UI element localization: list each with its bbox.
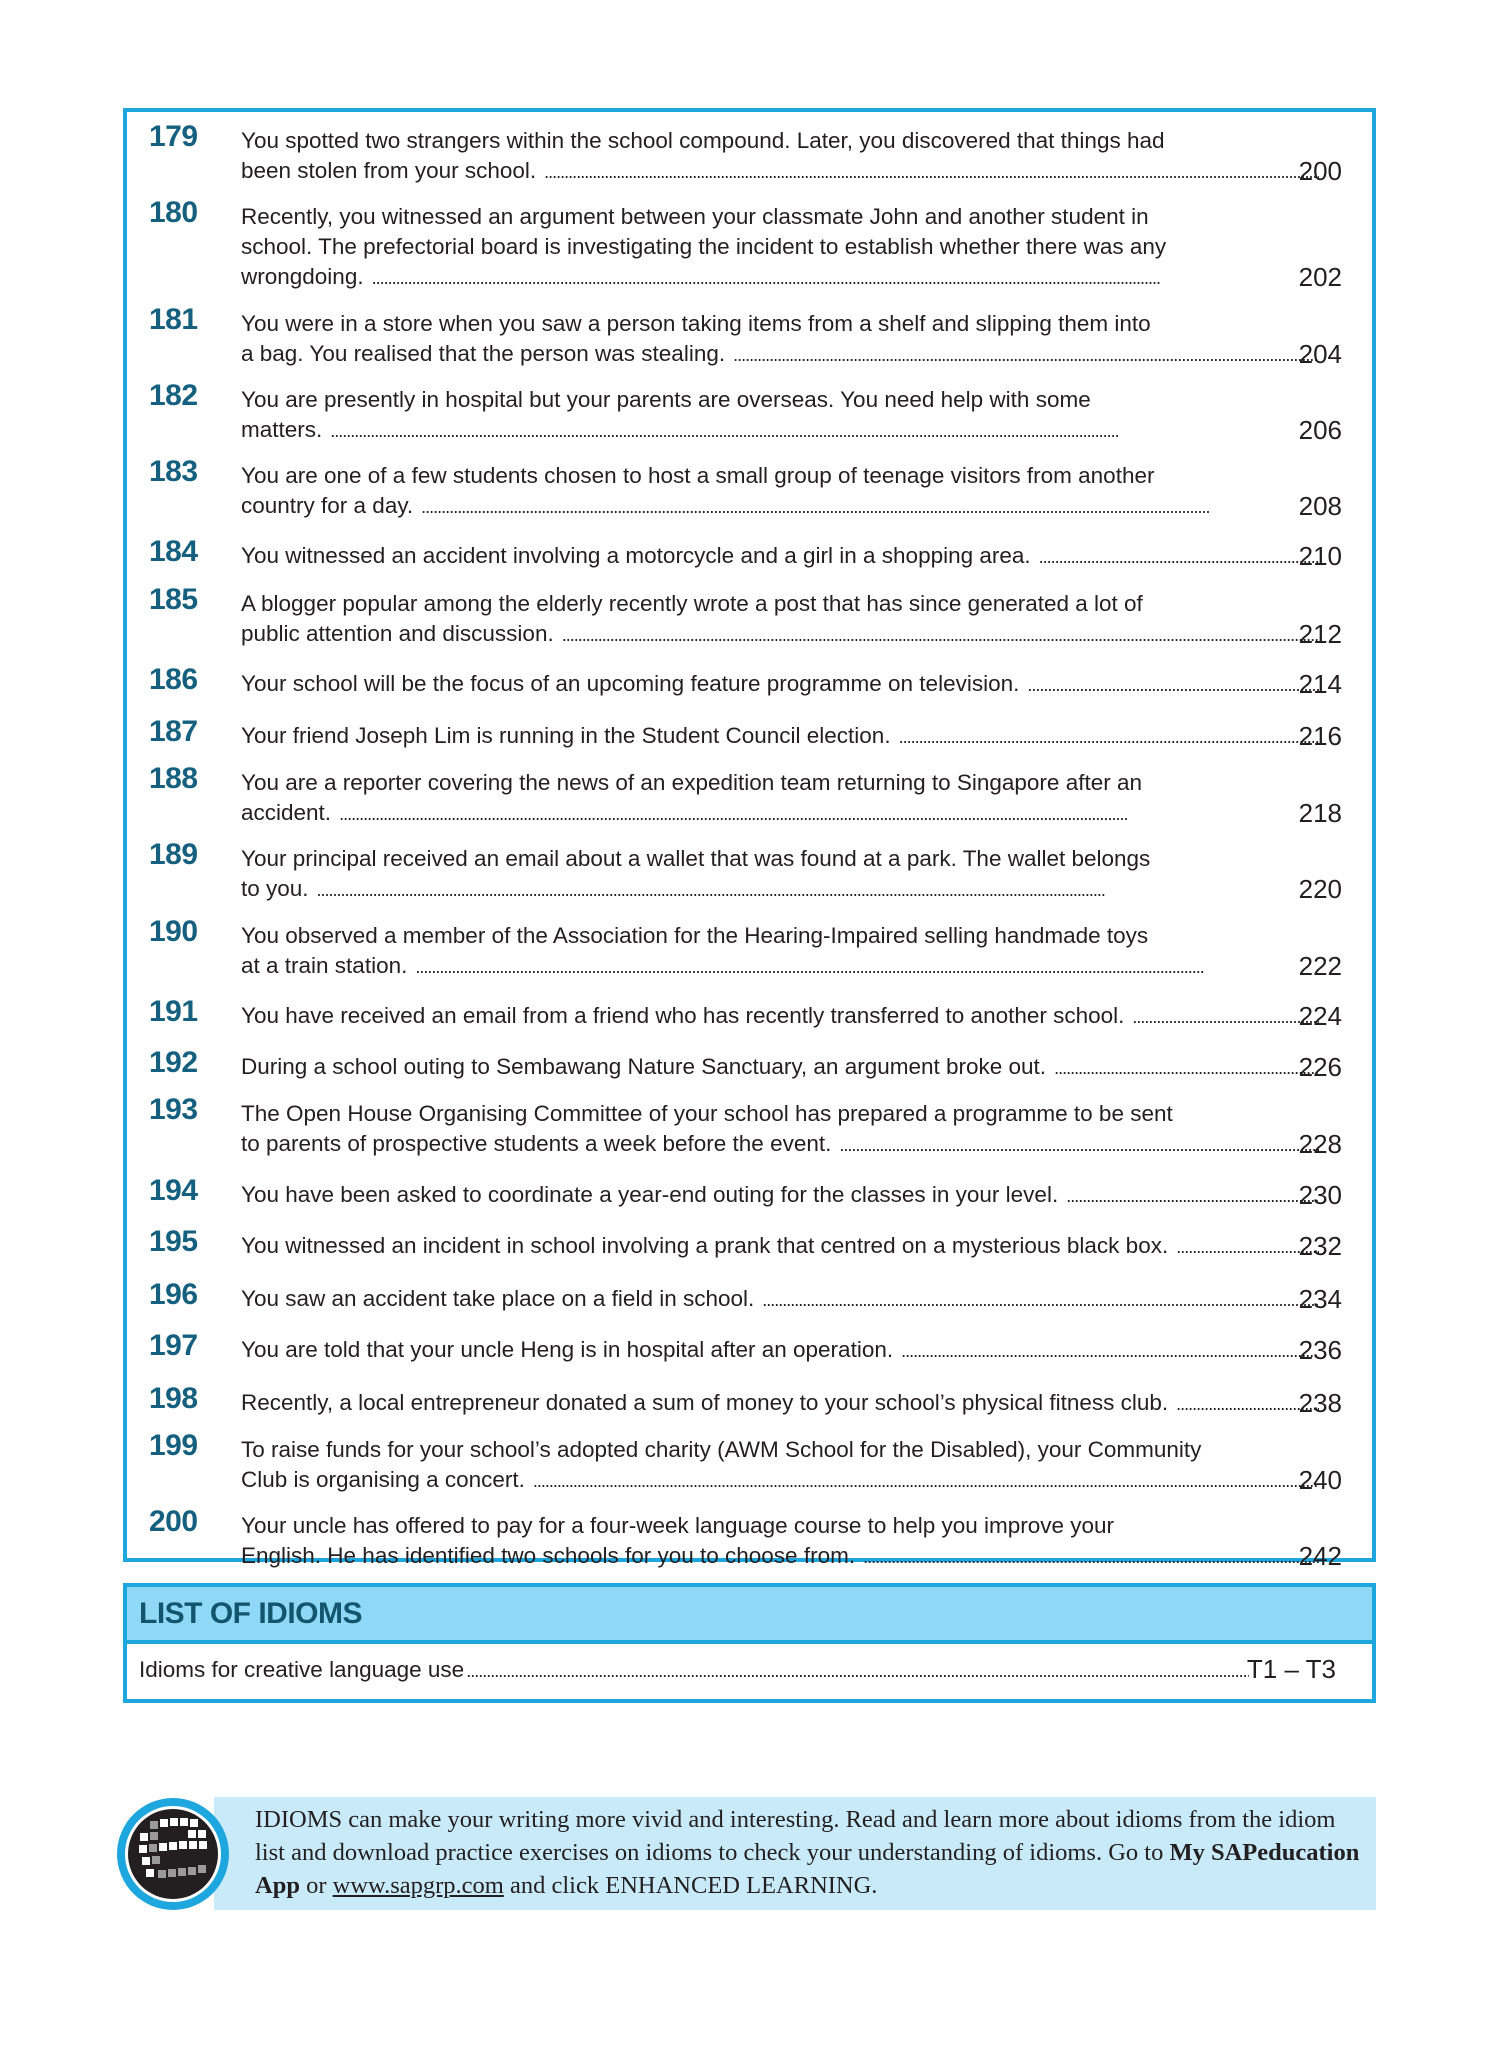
toc-entry-184[interactable]: [127, 535, 1372, 571]
entry-line-last: public attention and discussion.: [241, 621, 554, 646]
toc-entry-198[interactable]: [127, 1382, 1372, 1418]
page-number: 226: [1298, 1052, 1342, 1082]
page-number: 218: [1298, 798, 1342, 828]
entry-number: 185: [149, 583, 198, 616]
entry-description: [241, 1511, 1319, 1572]
info-text: [255, 1803, 1370, 1902]
entry-number: 187: [149, 715, 198, 748]
page-number: 200: [1298, 156, 1342, 186]
entry-number: 195: [149, 1225, 198, 1258]
entry-description: [241, 202, 1319, 293]
toc-entry-179[interactable]: [127, 120, 1372, 186]
entry-description: [241, 309, 1319, 370]
entry-number: 181: [149, 303, 198, 336]
entry-line: Your uncle has offered to pay for a four-week language course to help you improve your: [241, 1513, 1115, 1538]
entry-line-last: been stolen from your school.: [241, 158, 537, 183]
entry-number: 192: [149, 1046, 198, 1079]
entry-line: To raise funds for your school’s adopted charity (AWM School for the Disabled), your Community: [241, 1437, 1202, 1462]
entry-description: [241, 1099, 1319, 1160]
entry-line: Your principal received an email about a wallet that was found at a park. The wallet belongs: [241, 846, 1151, 871]
entry-description: [241, 1435, 1319, 1496]
entry-number: 198: [149, 1382, 198, 1415]
entry-line-last: Club is organising a concert.: [241, 1467, 525, 1492]
info-text-outro: and click ENHANCED LEARNING.: [503, 1872, 878, 1899]
toc-entry-200[interactable]: [127, 1505, 1372, 1571]
page-number: 208: [1298, 491, 1342, 521]
entry-line-last: Your friend Joseph Lim is running in the Student Council election.: [241, 723, 891, 748]
entry-line-last: English. He has identified two schools for you to choose from.: [241, 1543, 856, 1568]
entry-line-last: at a train station.: [241, 953, 408, 978]
dot-leader: [762, 1285, 1319, 1315]
page-number: 238: [1298, 1388, 1342, 1418]
entry-description: [241, 844, 1319, 905]
page-number: 210: [1298, 541, 1342, 571]
toc-entry-197[interactable]: [127, 1329, 1372, 1365]
info-text-intro: IDIOMS can make your writing more vivid and interesting. Read and learn more about idioms from the idiom list and download practice exercises on idioms to check your understanding of idioms. Go to: [255, 1806, 1336, 1866]
page-number: 212: [1298, 619, 1342, 649]
page-number: 234: [1298, 1284, 1342, 1314]
toc-entry-190[interactable]: [127, 915, 1372, 981]
entry-description: [241, 768, 1319, 829]
toc-entry-199[interactable]: [127, 1429, 1372, 1495]
website-link[interactable]: www.sapgrp.com: [332, 1872, 504, 1899]
idioms-page-range: T1 – T3: [1246, 1654, 1336, 1684]
toc-entry-186[interactable]: [127, 663, 1372, 699]
entry-line: You are one of a few students chosen to host a small group of teenage visitors from another: [241, 463, 1155, 488]
entry-description: [241, 461, 1319, 522]
idioms-header: [127, 1587, 1372, 1644]
dot-leader: [339, 799, 1319, 829]
entry-line-last: wrongdoing.: [241, 264, 364, 289]
entry-line: You spotted two strangers within the school compound. Later, you discovered that things had: [241, 128, 1165, 153]
page-number: 224: [1298, 1001, 1342, 1031]
entry-description: [241, 385, 1319, 446]
dot-leader: [421, 492, 1319, 522]
toc-entry-191[interactable]: [127, 995, 1372, 1031]
entry-number: 194: [149, 1174, 198, 1207]
idioms-title: LIST OF IDIOMS: [139, 1597, 362, 1630]
dot-leader: [899, 722, 1319, 752]
entry-number: 193: [149, 1093, 198, 1126]
entry-number: 191: [149, 995, 198, 1028]
toc-entry-188[interactable]: [127, 762, 1372, 828]
idioms-box: [123, 1583, 1376, 1703]
entry-number: 189: [149, 838, 198, 871]
entry-line: school. The prefectorial board is investigating the incident to establish whether there was any: [241, 234, 1167, 259]
entry-line-last: Recently, a local entrepreneur donated a sum of money to your school’s physical fitness club.: [241, 1390, 1169, 1415]
entry-line: A blogger popular among the elderly recently wrote a post that has since generated a lot of: [241, 591, 1143, 616]
toc-entry-180[interactable]: [127, 196, 1372, 292]
toc-entry-185[interactable]: [127, 583, 1372, 649]
entry-line-last: You witnessed an incident in school involving a prank that centred on a mysterious black box.: [241, 1233, 1169, 1258]
entry-number: 190: [149, 915, 198, 948]
entry-number: 182: [149, 379, 198, 412]
dot-leader: [863, 1542, 1319, 1572]
dot-leader: [544, 157, 1319, 187]
toc-box: [123, 108, 1376, 1571]
entry-line-last: to parents of prospective students a week before the event.: [241, 1131, 832, 1156]
entry-line: You are presently in hospital but your parents are overseas. You need help with some: [241, 387, 1091, 412]
page-number: 204: [1298, 339, 1342, 369]
entry-number: 196: [149, 1278, 198, 1311]
page-number: 230: [1298, 1180, 1342, 1210]
entry-number: 200: [149, 1505, 198, 1538]
idioms-entry-label: Idioms for creative language use: [139, 1657, 465, 1682]
page-number: 236: [1298, 1335, 1342, 1365]
entry-line: You are a reporter covering the news of an expedition team returning to Singapore after an: [241, 770, 1142, 795]
entry-description: [241, 1335, 1319, 1366]
entry-description: [241, 1001, 1319, 1032]
entry-description: [241, 1052, 1319, 1083]
entry-description: [241, 126, 1319, 187]
entry-line: Recently, you witnessed an argument between your classmate John and another student in: [241, 204, 1149, 229]
page-number: 220: [1298, 874, 1342, 904]
entry-description: [241, 1388, 1319, 1419]
entry-line-last: Your school will be the focus of an upcoming feature programme on television.: [241, 671, 1020, 696]
toc-entry-181[interactable]: [127, 303, 1372, 369]
dot-leader: [1054, 1053, 1319, 1083]
entry-number: 183: [149, 455, 198, 488]
entry-number: 197: [149, 1329, 198, 1362]
dot-leader: [533, 1466, 1319, 1496]
entry-line-last: During a school outing to Sembawang Nature Sanctuary, an argument broke out.: [241, 1054, 1047, 1079]
page-number: 206: [1298, 415, 1342, 445]
page-number: 242: [1298, 1541, 1342, 1571]
page-number: 222: [1298, 951, 1342, 981]
entry-line-last: You have received an email from a friend who has recently transferred to another school.: [241, 1003, 1125, 1028]
dot-leader: [317, 875, 1319, 905]
entry-line-last: You are told that your uncle Heng is in hospital after an operation.: [241, 1337, 894, 1362]
toc-entry-194[interactable]: [127, 1174, 1372, 1210]
entry-line-last: to you.: [241, 876, 309, 901]
enhanced-learning-panel: [214, 1797, 1376, 1910]
entry-line-last: country for a day.: [241, 493, 414, 518]
toc-entry-182[interactable]: [127, 379, 1372, 445]
entry-description: [241, 589, 1319, 650]
toc-entry-193[interactable]: [127, 1093, 1372, 1159]
dot-leader: [562, 620, 1319, 650]
idioms-entry[interactable]: [127, 1644, 1372, 1699]
entry-number: 186: [149, 663, 198, 696]
entry-line-last: a bag. You realised that the person was stealing.: [241, 341, 726, 366]
page-number: 240: [1298, 1465, 1342, 1495]
entry-description: [241, 541, 1319, 572]
page-number: 216: [1298, 721, 1342, 751]
entry-description: [241, 1231, 1319, 1262]
entry-line-last: You have been asked to coordinate a year-end outing for the classes in your level.: [241, 1182, 1059, 1207]
toc-entry-192[interactable]: [127, 1046, 1372, 1082]
entry-description: [241, 721, 1319, 752]
page-number: 202: [1298, 262, 1342, 292]
entry-line: You observed a member of the Association for the Hearing-Impaired selling handmade toys: [241, 923, 1149, 948]
entry-line-last: You saw an accident take place on a field in school.: [241, 1286, 755, 1311]
entry-line-last: You witnessed an accident involving a motorcycle and a girl in a shopping area.: [241, 543, 1031, 568]
entry-line: The Open House Organising Committee of your school has prepared a programme to be sent: [241, 1101, 1173, 1126]
app-name: My SAPeducation App: [255, 1839, 1360, 1899]
toc-entry-189[interactable]: [127, 838, 1372, 904]
entry-line-last: accident.: [241, 800, 332, 825]
page-number: 228: [1298, 1129, 1342, 1159]
toc-entry-187[interactable]: [127, 715, 1372, 751]
toc-entry-196[interactable]: [127, 1278, 1372, 1314]
page-number: 214: [1298, 669, 1342, 699]
entry-description: [241, 1180, 1319, 1211]
info-text-or: or: [299, 1872, 333, 1899]
idioms-badge-icon: [116, 1797, 230, 1911]
entry-number: 199: [149, 1429, 198, 1462]
dot-leader: [415, 952, 1319, 982]
entry-number: 180: [149, 196, 198, 229]
dot-leader: [466, 1661, 1249, 1682]
dot-leader: [372, 263, 1319, 293]
page-number: 232: [1298, 1231, 1342, 1261]
entry-number: 184: [149, 535, 198, 568]
dot-leader: [839, 1130, 1319, 1160]
idioms-entry-text: [139, 1657, 1249, 1683]
entry-line: You were in a store when you saw a person taking items from a shelf and slipping them into: [241, 311, 1151, 336]
entry-description: [241, 1284, 1319, 1315]
entry-description: [241, 921, 1319, 982]
dot-leader: [1027, 670, 1319, 700]
toc-entry-183[interactable]: [127, 455, 1372, 521]
dot-leader: [901, 1336, 1319, 1366]
dot-leader: [1039, 542, 1319, 572]
entry-number: 188: [149, 762, 198, 795]
toc-entry-195[interactable]: [127, 1225, 1372, 1261]
entry-line-last: matters.: [241, 417, 323, 442]
dot-leader: [733, 340, 1319, 370]
entry-number: 179: [149, 120, 198, 153]
entry-description: [241, 669, 1319, 700]
dot-leader: [330, 416, 1319, 446]
